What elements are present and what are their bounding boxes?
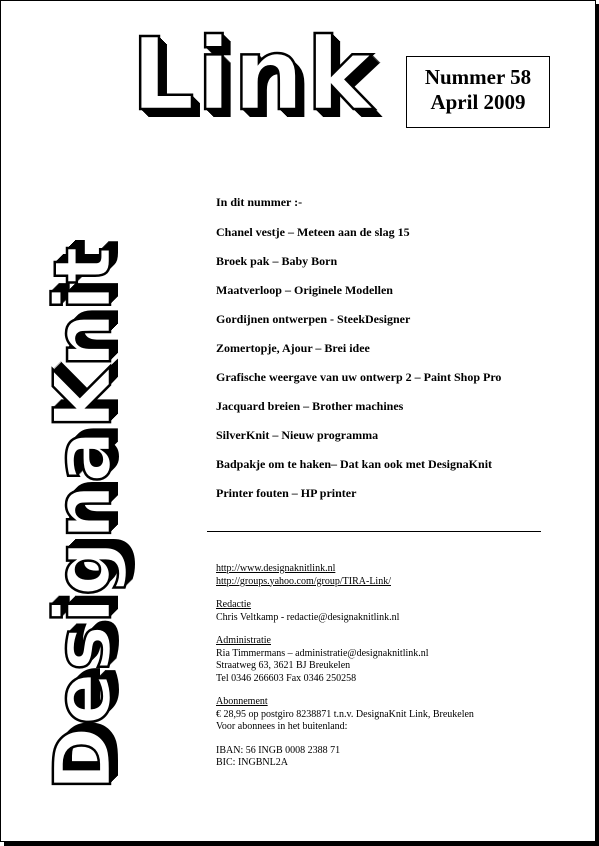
toc-item: Grafische weergave van uw ontwerp 2 – Paint Shop Pro (216, 370, 502, 384)
issue-date: April 2009 (430, 90, 526, 114)
redactie-heading: Redactie (216, 599, 251, 610)
vertical-title: DesignaKnit (39, 245, 129, 791)
bic-line: BIC: INGBNL2A (216, 757, 288, 768)
toc-heading: In dit nummer :- (216, 195, 303, 209)
contact-info (216, 563, 586, 770)
toc-item: Printer fouten – HP printer (216, 486, 357, 500)
issue-number: Nummer 58 (424, 65, 532, 89)
iban-line: IBAN: 56 INGB 0008 2388 71 (216, 744, 341, 756)
toc-item: SilverKnit – Nieuw programma (216, 428, 379, 442)
abonnement-line: Voor abonnees in het buitenland: (216, 721, 348, 732)
toc-item: Gordijnen ontwerpen - SteekDesigner (216, 312, 411, 326)
link-title: Link (131, 16, 375, 133)
table-of-contents (216, 195, 576, 515)
toc-item: Maatverloop – Originele Modellen (216, 283, 393, 297)
toc-item: Jacquard breien – Brother machines (216, 399, 404, 413)
administratie-line: Ria Timmermans – administratie@designaknitlink.nl (216, 647, 429, 659)
vertical-title-wrap (39, 31, 129, 791)
website-link[interactable]: http://www.designaknitlink.nl (216, 563, 336, 574)
administratie-heading: Administratie (216, 635, 271, 646)
issue-box (406, 56, 550, 128)
toc-item: Chanel vestje – Meteen aan de slag 15 (216, 225, 410, 239)
toc-item: Badpakje om te haken– Dat kan ook met DesignaKnit (216, 457, 493, 471)
redactie-line: Chris Veltkamp - redactie@designaknitlink.nl (216, 611, 400, 623)
administratie-line: Straatweg 63, 3621 BJ Breukelen (216, 660, 351, 671)
page-shadow-bottom (4, 842, 599, 846)
yahoo-group-link[interactable]: http://groups.yahoo.com/group/TIRA-Link/ (216, 575, 391, 587)
administratie-line: Tel 0346 266603 Fax 0346 250258 (216, 672, 357, 684)
abonnement-heading: Abonnement (216, 696, 268, 707)
divider-line (207, 531, 541, 532)
abonnement-line: € 28,95 op postgiro 8238871 t.n.v. DesignaKnit Link, Breukelen (216, 708, 474, 720)
toc-item: Zomertopje, Ajour – Brei idee (216, 341, 370, 355)
toc-item: Broek pak – Baby Born (216, 254, 338, 268)
